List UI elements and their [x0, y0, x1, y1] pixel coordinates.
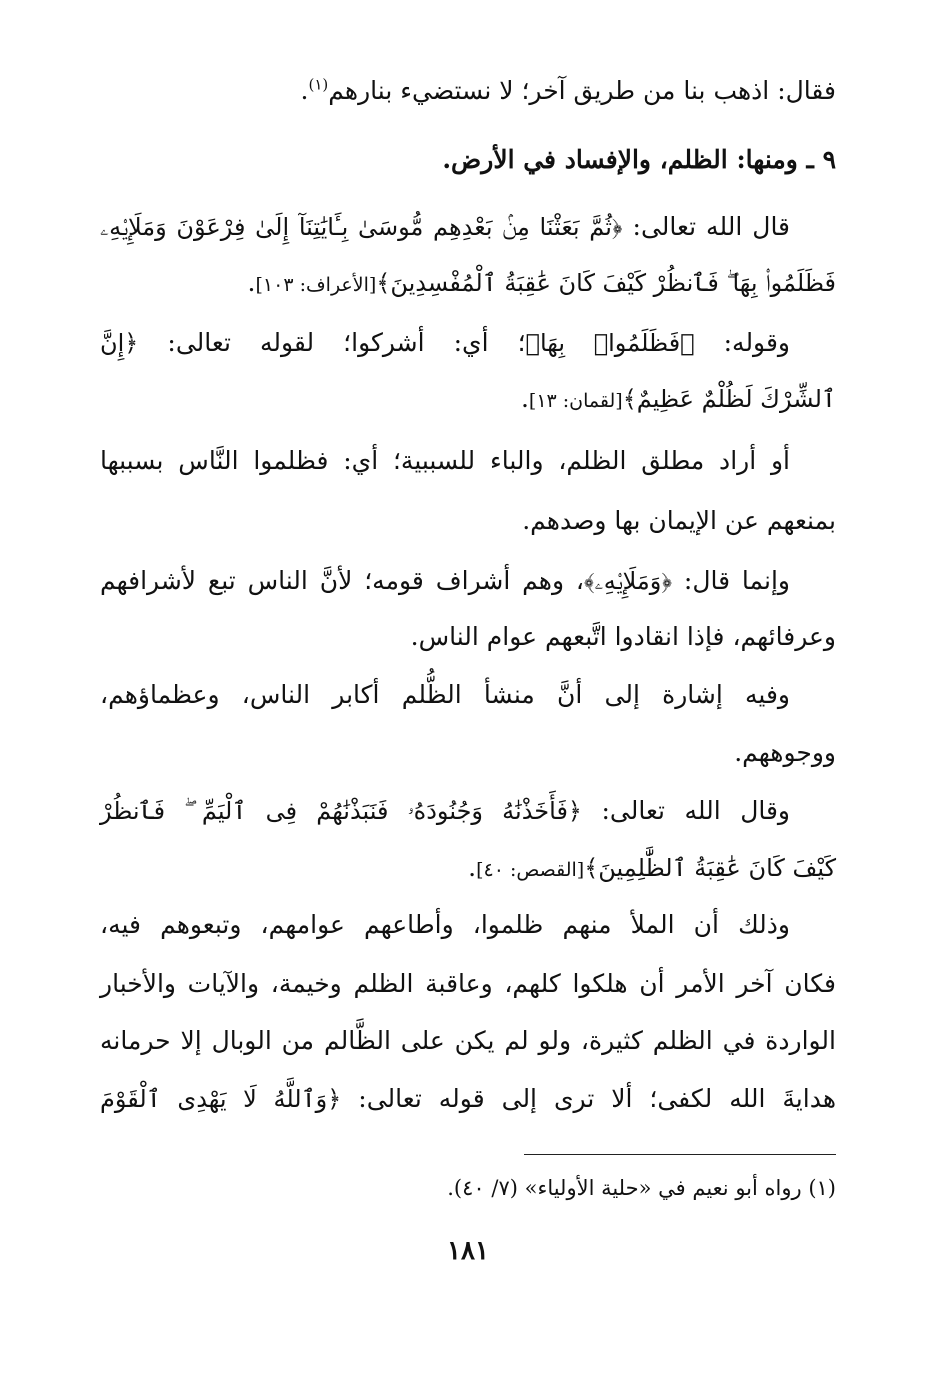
text-line: وعرفائهم، فإذا انقادوا اتَّبعهم عوام الناس.: [410, 622, 836, 651]
section-heading: ٩ ـ ومنها: الظلم، والإفساد في الأرض.: [442, 145, 836, 174]
footnote-divider: [524, 1154, 836, 1155]
text-line: أو أراد مطلق الظلم، والباء للسببية؛ أي: فظلموا النَّاس بسببها: [100, 446, 790, 475]
text-line: بمنعهم عن الإيمان بها وصدهم.: [522, 506, 836, 535]
quran-verse: كَيْفَ كَانَ عَٰقِبَةُ ٱلظَّٰلِمِينَ﴾: [584, 854, 836, 882]
footnote-marker: (١): [308, 75, 329, 94]
text-line: وذلك أن الملأ منهم ظلموا، وأطاعهم عوامهم، وتبعوهم فيه،: [100, 910, 790, 939]
text-line: وقوله: ﴿فَظَلَمُوا۟ بِهَا﴾؛ أي: أشركوا؛ لقوله تعالى: ﴿إِنَّ: [100, 328, 790, 357]
quran-verse: ﴿وَٱللَّهُ لَا يَهْدِى ٱلْقَوْمَ: [100, 1085, 342, 1113]
verse-reference: [القصص: ٤٠]: [476, 859, 585, 881]
text-line: وإنما قال: ﴿وَمَلَإِي۟هِۦ﴾، وهم أشراف قومه؛ لأنَّ الناس تبع لأشرافهم: [100, 566, 790, 595]
quran-verse: ﴿وَمَلَإِي۟هِۦ﴾: [583, 567, 673, 595]
text-line: فقال: اذهب بنا من طريق آخر؛ لا نستضيء بنارهم$^{(١)}$.: [300, 75, 836, 105]
text-line: وقال الله تعالى: ﴿فَأَخَذْنَٰهُ وَجُنُودَهُۥ فَنَبَذْنَٰهُمْ فِى ٱلْيَمِّ ۖ فَٱنظُرْ: [100, 796, 791, 825]
text-line: فكان آخر الأمر أن هلكوا كلهم، وعاقبة الظلم وخيمة، والآيات والأخبار: [100, 969, 836, 998]
text-line: قال الله تعالى: ﴿ثُمَّ بَعَثْنَا مِنۢ بَعْدِهِم مُّوسَىٰ بِـَٔايَٰتِنَآ إِلَىٰ فِرْعَوْنَ وَمَلَإِي۟هِۦ: [100, 212, 791, 241]
quran-verse: فَظَلَمُوا۟ بِهَا ۖ فَٱنظُرْ كَيْفَ كَانَ عَٰقِبَةُ ٱلْمُفْسِدِينَ﴾: [376, 269, 836, 297]
verse-reference: [الأعراف: ١٠٣]: [255, 274, 377, 296]
text-line: ووجوههم.: [734, 738, 836, 767]
text-line: هدايةَ الله لكفى؛ ألا ترى إلى قوله تعالى: ﴿وَٱللَّهُ لَا يَهْدِى ٱلْقَوْمَ: [100, 1084, 837, 1113]
text-line: كَيْفَ كَانَ عَٰقِبَةُ ٱلظَّٰلِمِينَ﴾[القصص: ٤٠].: [468, 853, 836, 882]
book-page: [100, 66, 836, 1356]
text-line: فَظَلَمُوا۟ بِهَا ۖ فَٱنظُرْ كَيْفَ كَانَ عَٰقِبَةُ ٱلْمُفْسِدِينَ﴾[الأعراف: ١٠٣].: [247, 268, 836, 297]
quran-verse: ﴿فَظَلَمُوا۟ بِهَا﴾: [525, 329, 695, 357]
text-line: الواردة في الظلم كثيرة، ولو لم يكن على الظَّالم من الوبال إلا حرمانه: [100, 1026, 836, 1055]
text-line: وفيه إشارة إلى أنَّ منشأ الظُّلم أكابر الناس، وعظماؤهم،: [100, 680, 790, 709]
page-number: ١٨١: [447, 1236, 489, 1266]
text-line: ٱلشِّرْكَ لَظُلْمٌ عَظِيمٌ﴾[لقمان: ١٣].: [520, 384, 836, 413]
quran-verse: ﴿فَأَخَذْنَٰهُ وَجُنُودَهُۥ فَنَبَذْنَٰهُمْ فِى ٱلْيَمِّ ۖ فَٱنظُرْ: [100, 797, 582, 825]
footnote: (١) رواه أبو نعيم في «حلية الأولياء» (٧/ ٤٠).: [447, 1176, 836, 1200]
quran-verse: ﴿ثُمَّ بَعَثْنَا مِنۢ بَعْدِهِم مُّوسَىٰ بِـَٔايَٰتِنَآ إِلَىٰ فِرْعَوْنَ وَمَلَإِي۟هِۦ: [100, 213, 623, 241]
verse-reference: [لقمان: ١٣]: [528, 390, 623, 412]
quran-verse: ﴿إِنَّ: [100, 329, 139, 357]
quran-verse: ٱلشِّرْكَ لَظُلْمٌ عَظِيمٌ﴾: [622, 385, 836, 413]
